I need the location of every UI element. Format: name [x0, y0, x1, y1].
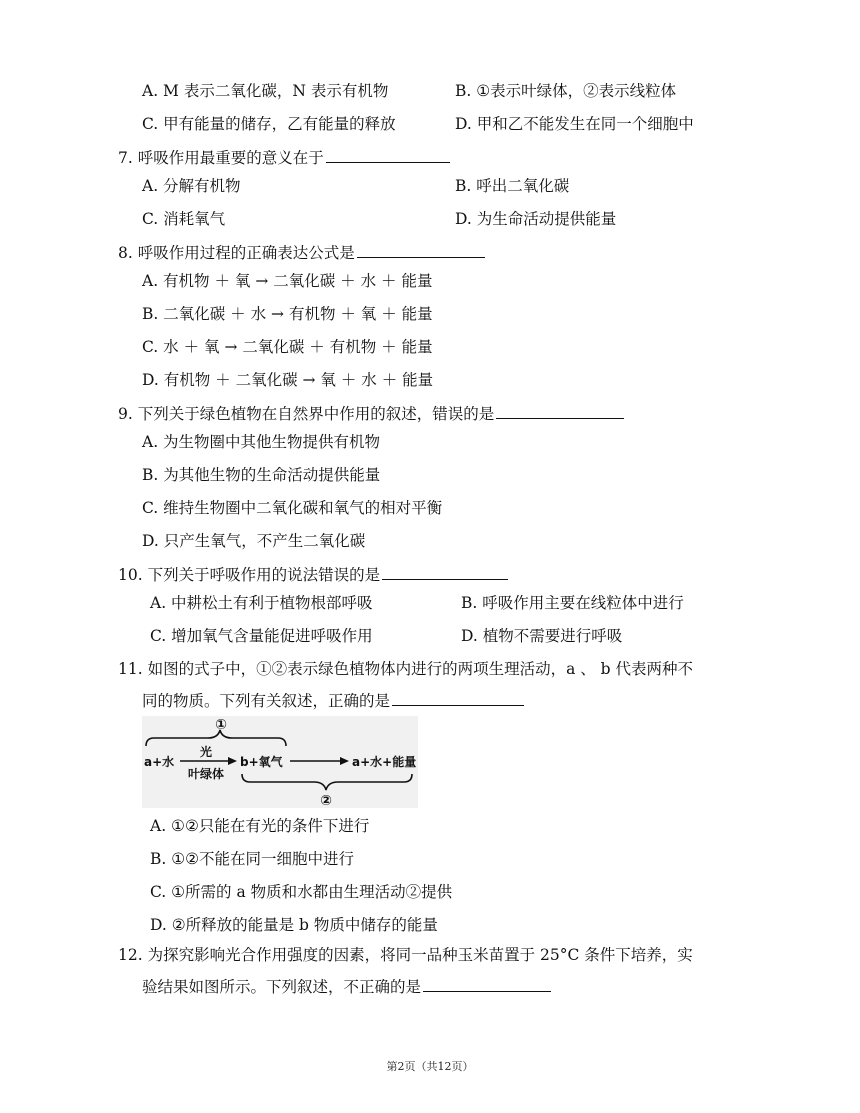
q11-option-d: D. ②所释放的能量是 b 物质中储存的能量 [150, 916, 438, 934]
answer-blank [496, 402, 624, 419]
q8-option-d: D. 有机物 ＋ 二氧化碳 → 氧 ＋ 水 ＋ 能量 [142, 371, 434, 389]
q9-option-c: C. 维持生物圈中二氧化碳和氧气的相对平衡 [142, 499, 443, 517]
q7-option-d: D. 为生命活动提供能量 [455, 210, 617, 228]
chloroplast-label: 叶绿体 [187, 767, 225, 781]
q10-option-a: A. 中耕松土有利于植物根部呼吸 [150, 594, 373, 612]
page-footer: 第2页（共12页） [386, 1060, 474, 1073]
circle-2-label: ② [320, 793, 332, 808]
brace-2 [242, 774, 412, 790]
q7-option-b: B. 呼出二氧化碳 [455, 177, 570, 195]
q11-option-b: B. ①②不能在同一细胞中进行 [150, 850, 355, 868]
q7-stem-line [118, 146, 450, 169]
light-label: 光 [199, 745, 213, 759]
q9-stem: 9. 下列关于绿色植物在自然界中作用的叙述，错误的是 [118, 405, 495, 423]
q7-option-c: C. 消耗氧气 [142, 210, 226, 228]
middle-label: b+氧气 [240, 755, 283, 769]
q12-stem-part2: 验结果如图所示。下列叙述，不正确的是 [142, 978, 422, 996]
arrow-1-head [228, 757, 237, 765]
reactants-label: a+水 [144, 755, 175, 769]
q8-option-b: B. 二氧化碳 ＋ 水 → 有机物 ＋ 氧 ＋ 能量 [142, 305, 433, 323]
q10-option-c: C. 增加氧气含量能促进呼吸作用 [150, 627, 373, 645]
q11-stem-part2: 同的物质。下列有关叙述，正确的是 [142, 692, 391, 710]
q12-stem-line1: 12. 为探究影响光合作用强度的因素，将同一品种玉米苗置于 25°C 条件下培养，实 [118, 946, 693, 964]
q9-option-b: B. 为其他生物的生命活动提供能量 [142, 466, 381, 484]
q6-option-c: C. 甲有能量的储存，乙有能量的释放 [142, 115, 396, 133]
answer-blank [357, 241, 485, 258]
q9-option-d: D. 只产生氧气，不产生二氧化碳 [142, 532, 366, 550]
q7-option-a: A. 分解有机物 [142, 177, 241, 195]
answer-blank [382, 563, 508, 580]
reaction-diagram [142, 716, 418, 808]
q8-option-c: C. 水 ＋ 氧 → 二氧化碳 ＋ 有机物 ＋ 能量 [142, 338, 433, 356]
circle-1-label: ① [215, 717, 227, 733]
q8-stem: 8. 呼吸作用过程的正确表达公式是 [118, 244, 355, 262]
q11-stem-line1: 11. 如图的式子中，①②表示绿色植物体内进行的两项生理活动，a 、 b 代表两种不 [118, 660, 694, 678]
answer-blank [392, 689, 524, 706]
q8-stem-line [118, 241, 485, 264]
q9-option-a: A. 为生物圈中其他生物提供有机物 [142, 433, 381, 451]
q12-stem-line2 [142, 975, 551, 998]
answer-blank [326, 146, 450, 163]
q9-stem-line [118, 402, 624, 425]
q10-option-d: D. 植物不需要进行呼吸 [461, 627, 623, 645]
q11-option-c: C. ①所需的 a 物质和水都由生理活动②提供 [150, 883, 453, 901]
q11-option-a: A. ①②只能在有光的条件下进行 [150, 817, 370, 835]
q10-option-b: B. 呼吸作用主要在线粒体中进行 [461, 594, 684, 612]
q7-stem: 7. 呼吸作用最重要的意义在于 [118, 149, 324, 167]
q8-option-a: A. 有机物 ＋ 氧 → 二氧化碳 ＋ 水 ＋ 能量 [142, 272, 433, 290]
q10-stem: 10. 下列关于呼吸作用的说法错误的是 [118, 566, 381, 584]
q10-stem-line [118, 563, 508, 586]
q6-option-d: D. 甲和乙不能发生在同一个细胞中 [455, 115, 694, 133]
q6-option-b: B. ①表示叶绿体，②表示线粒体 [455, 82, 677, 100]
arrow-2-head [340, 757, 349, 765]
products-label: a+水+能量 [352, 755, 417, 769]
answer-blank [423, 975, 551, 992]
q6-option-a: A. M 表示二氧化碳，N 表示有机物 [142, 82, 389, 100]
q11-stem-line2 [142, 689, 524, 712]
